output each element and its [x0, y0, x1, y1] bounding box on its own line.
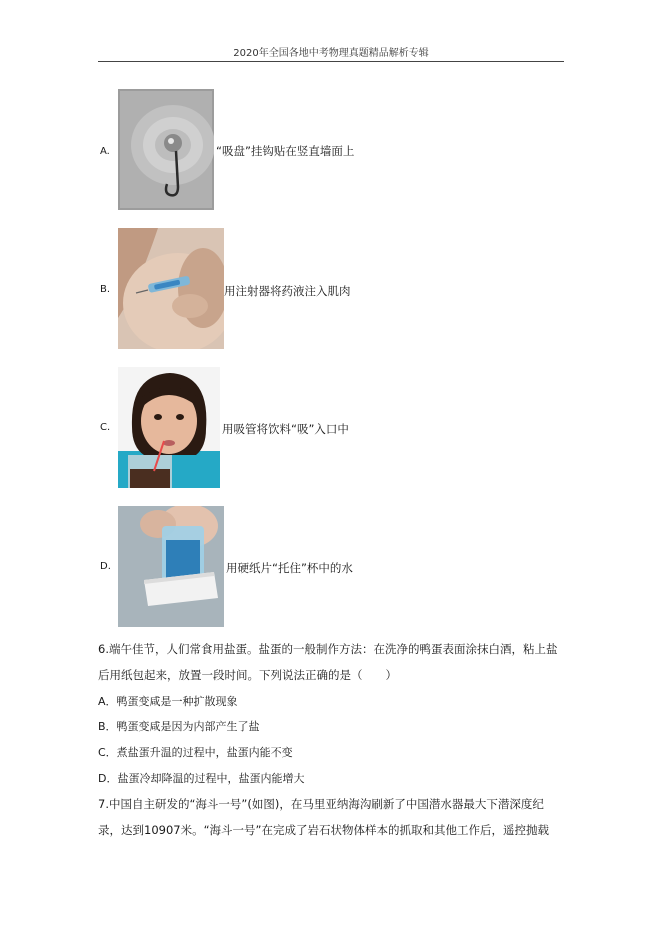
question-6-line-2: 后用纸包起来，放置一段时间。下列说法正确的是（ ）	[98, 668, 397, 682]
option-a-text: “吸盘”挂钩贴在竖直墙面上	[216, 144, 355, 158]
question-6-line-1: 6.端午佳节，人们常食用盐蛋。盐蛋的一般制作方法：在洗净的鸭蛋表面涂抹白酒，粘上盐	[98, 642, 558, 656]
option-b-letter: B.	[100, 284, 111, 295]
option-c-text: 用吸管将饮料“吸”入口中	[222, 422, 349, 436]
question-6-choice-d: D．盐蛋冷却降温的过程中，盐蛋内能增大	[98, 772, 305, 785]
option-d-letter: D.	[100, 561, 111, 572]
question-7-line-1: 7.中国自主研发的“海斗一号”(如图)，在马里亚纳海沟刷新了中国潜水器最大下潜深度纪	[98, 797, 544, 811]
option-b-text: 用注射器将药液注入肌肉	[224, 284, 351, 298]
header-divider	[98, 61, 564, 62]
question-7-line-2: 录，达到10907米。“海斗一号”在完成了岩石状物体样本的抓取和其他工作后，遥控抛载	[98, 823, 549, 837]
question-6-choice-c: C．煮盐蛋升温的过程中，盐蛋内能不变	[98, 746, 293, 759]
suction-cup-hook-image	[118, 89, 214, 210]
option-c-letter: C.	[100, 422, 111, 433]
child-drinking-straw-image	[118, 367, 220, 488]
option-a-letter: A.	[100, 146, 110, 157]
question-6-choice-a: A．鸭蛋变咸是一种扩散现象	[98, 695, 238, 708]
page-header: 2020年全国各地中考物理真题精品解析专辑	[233, 48, 429, 59]
cardboard-holding-water-image	[118, 506, 224, 627]
option-d-text: 用硬纸片“托住”杯中的水	[226, 561, 353, 575]
syringe-injection-image	[118, 228, 224, 349]
question-6-choice-b: B．鸭蛋变咸是因为内部产生了盐	[98, 720, 260, 733]
